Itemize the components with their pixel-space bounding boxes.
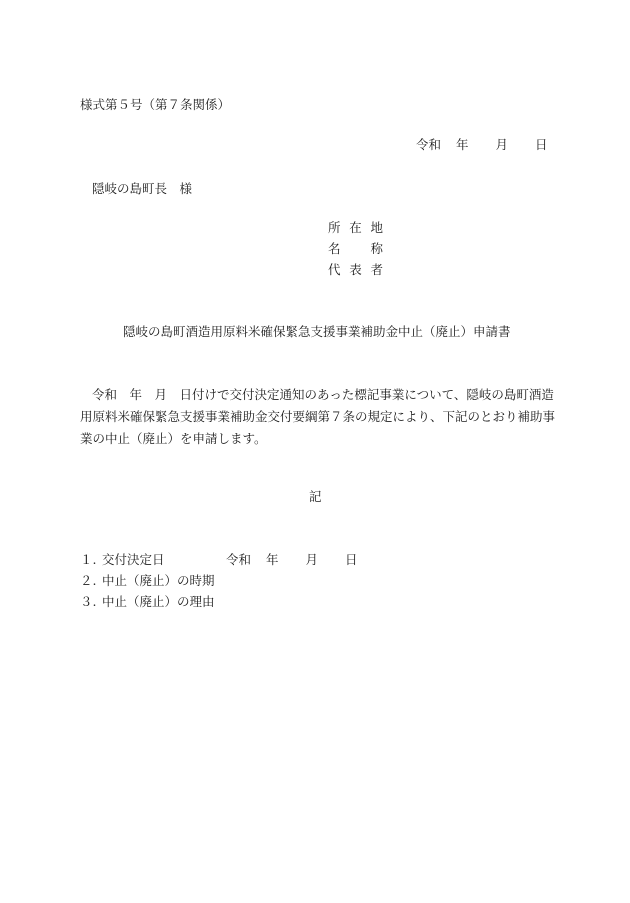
date-era: 令和 [226, 552, 252, 567]
item-label: 交付決定日 [102, 552, 165, 567]
applicant-address-row [328, 220, 383, 241]
body-line: 業の中止（廃止）を申請します。 [80, 431, 267, 446]
item-label: 中止（廃止）の時期 [102, 573, 215, 588]
form-number: 様式第５号（第７条関係） [80, 97, 231, 112]
document-title: 隠岐の島町酒造用原料米確保緊急支援事業補助金中止（廃止）申請書 [123, 324, 511, 339]
ki-heading: 記 [309, 489, 322, 504]
applicant-representative-row [328, 262, 383, 283]
list-item [80, 552, 358, 573]
item-number: ３. [80, 594, 97, 609]
applicant-representative-label: 代表者 [328, 262, 383, 277]
list-item [80, 594, 215, 615]
date-era: 令和 [416, 137, 442, 152]
item-list [80, 552, 358, 615]
date-year-label: 年 [266, 552, 279, 567]
grant-decision-date [226, 552, 358, 568]
date-day-label: 日 [535, 137, 548, 152]
list-item [80, 573, 215, 594]
body-line: 用原料米確保緊急支援事業補助金交付要綱第７条の規定により、下記のとおり補助事 [80, 409, 556, 424]
body-line: 令和 年 月 日付けで交付決定通知のあった標記事業について、隠岐の島町酒造 [92, 387, 554, 402]
item-number: ２. [80, 573, 97, 588]
application-date [416, 137, 548, 153]
applicant-block [328, 220, 383, 283]
date-year-label: 年 [456, 137, 469, 152]
applicant-name-label: 名称 [328, 241, 383, 256]
applicant-address-label: 所在地 [328, 220, 383, 235]
addressee: 隠岐の島町長 様 [92, 181, 193, 196]
item-label: 中止（廃止）の理由 [102, 594, 215, 609]
date-month-label: 月 [495, 137, 509, 152]
body-paragraph [80, 384, 556, 450]
item-number: １. [80, 552, 97, 567]
date-day-label: 日 [345, 552, 358, 567]
applicant-name-row [328, 241, 383, 262]
date-month-label: 月 [305, 552, 319, 567]
